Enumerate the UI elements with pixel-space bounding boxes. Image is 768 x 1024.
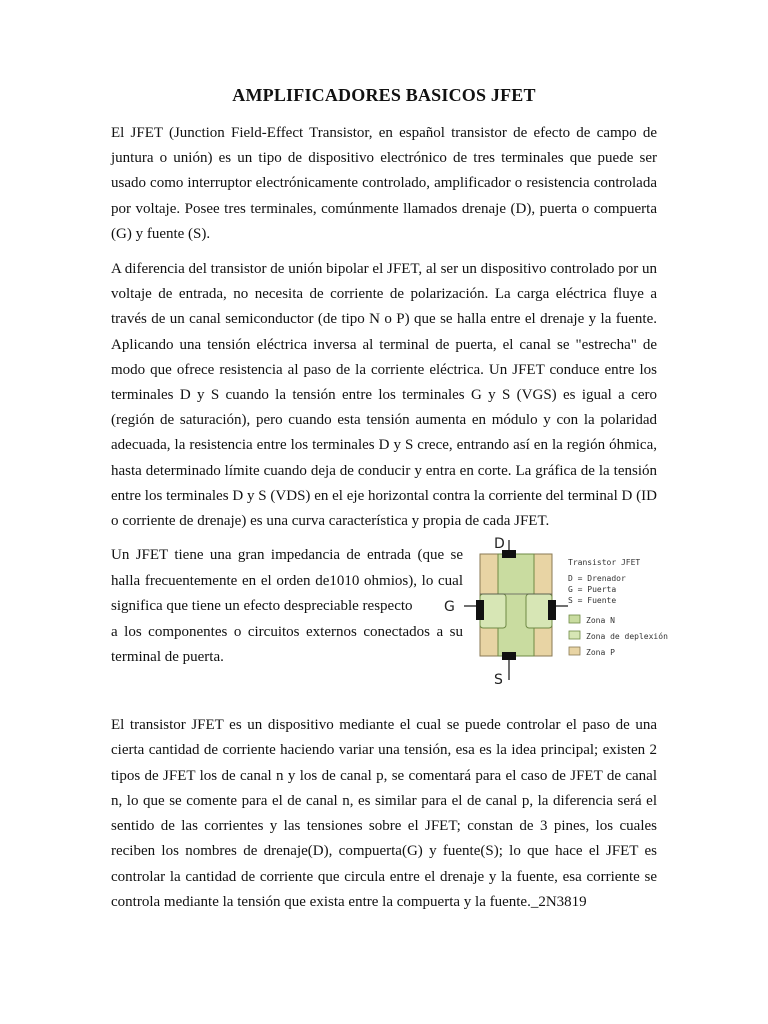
legend-zone-n: Zona N bbox=[586, 616, 615, 625]
label-s: S bbox=[494, 672, 503, 686]
legend-swatch-p bbox=[569, 647, 580, 655]
legend-d: D = Drenador bbox=[568, 574, 626, 583]
paragraph-intro: El JFET (Junction Field-Effect Transistor, en español transistor de efecto de campo de juntura o unión) es un tipo de dispositivo electrónico de tres terminales que puede ser usado como interruptor electrónicamente controlado, amplificador o resistencia controlada por voltaje. Posee tres terminales, comúnmente llamados drenaje (D), puerta o compuerta (G) y fuente (S). bbox=[111, 125, 657, 242]
impedance-line-4: a los componentes o circuitos externos conectados a su bbox=[111, 623, 463, 640]
legend-g: G = Puerta bbox=[568, 585, 617, 594]
jfet-figure bbox=[440, 534, 680, 686]
legend-s: S = Fuente bbox=[568, 596, 617, 605]
legend-swatch-n bbox=[569, 615, 580, 623]
legend-zone-depletion: Zona de deplexión bbox=[586, 632, 668, 641]
legend-title: Transistor JFET bbox=[568, 558, 641, 567]
impedance-line-3: significa que tiene un efecto despreciable respecto bbox=[111, 598, 413, 614]
paragraph-operation: A diferencia del transistor de unión bipolar el JFET, al ser un dispositivo controlado por un voltaje de entrada, no necesita de corriente de polarización. La carga eléctrica fluye a través de un canal semiconductor (de tipo N o P) que se halla entre el drenaje y la fuente. Aplicando una tensión eléctrica inversa al terminal de puerta, el canal se "estrecha" de modo que ofrece resistencia al paso de la corriente eléctrica. Un JFET conduce entre los terminales D y S cuando la tensión entre los terminales G y S (VGS) es igual a cero (región de saturación), pero cuando esta tensión aumenta en módulo y con la polaridad adecuada, la resistencia entre los terminales D y S crece, entrando así en la región óhmica, hasta determinado límite cuando deja de conducir y entra en corte. La gráfica de la tensión entre los terminales D y S (VDS) en el eje horizontal contra la corriente del terminal D (ID o corriente de drenaje) es una curva característica y propia de cada JFET. bbox=[111, 261, 657, 530]
label-d: D bbox=[494, 536, 505, 552]
source-contact bbox=[502, 652, 516, 660]
paragraph-summary: El transistor JFET es un dispositivo mediante el cual se puede controlar el paso de una cierta cantidad de corriente haciendo variar una tensión, esa es la idea principal; existen 2 tipos de JFET los de canal n y los de canal p, se comentará para el caso de JFET de canal n, lo que se comente para el de canal n, es similar para el de canal p, la diferencia será el sentido de las corrientes y las tensiones sobre el JFET; constan de 3 pines, los cuales reciben los nombres de drenaje(D), compuerta(G) y fuente(S); lo que hace el JFET es controlar la cantidad de corriente que circula entre el drenaje y la fuente, esa corriente se controla mediante la tensión que exista entre la compuerta y la fuente._2N3819 bbox=[111, 717, 657, 911]
document-title: AMPLIFICADORES BASICOS JFET bbox=[232, 85, 536, 105]
paragraph-impedance bbox=[111, 543, 463, 671]
impedance-line-2: halla frecuentemente en el orden de1010 ohmios), lo cual bbox=[111, 572, 463, 589]
impedance-line-5: terminal de puerta. bbox=[111, 649, 224, 665]
impedance-line-1: Un JFET tiene una gran impedancia de entrada (que se bbox=[111, 547, 463, 563]
jfet-diagram bbox=[440, 534, 680, 686]
gate-contact-left bbox=[476, 600, 484, 620]
gate-contact-right bbox=[548, 600, 556, 620]
legend-zone-p: Zona P bbox=[586, 648, 615, 657]
label-g: G bbox=[444, 599, 455, 615]
legend-swatch-depletion bbox=[569, 631, 580, 639]
